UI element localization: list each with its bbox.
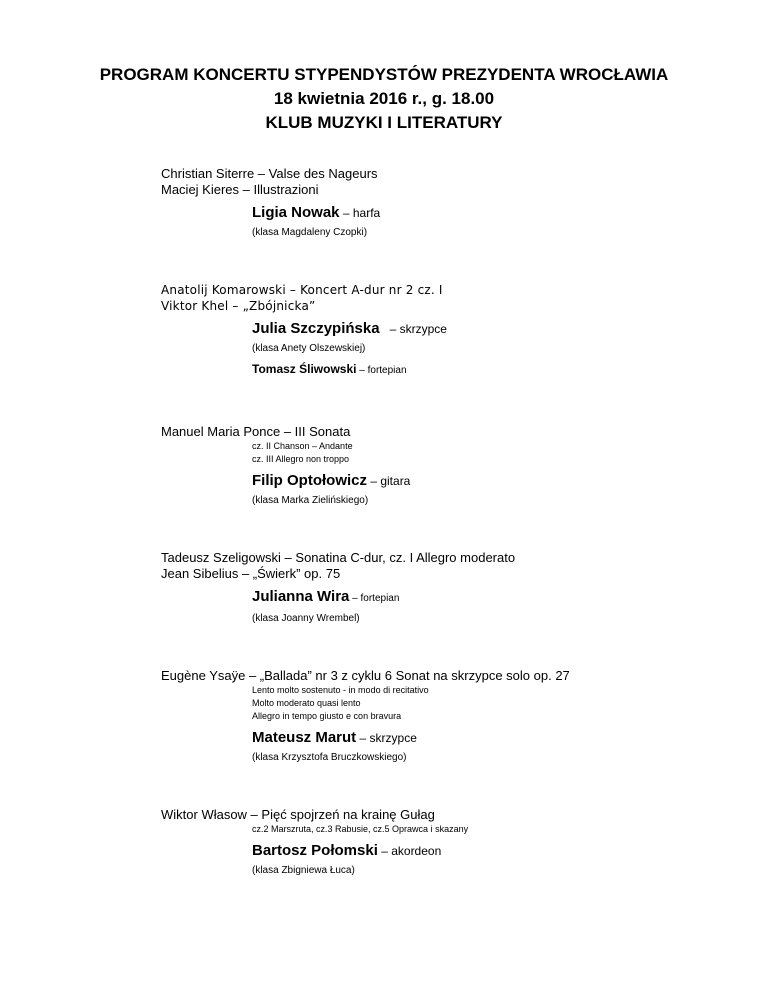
performer-name: Bartosz Połomski	[252, 842, 378, 859]
movement: Molto moderato quasi lento	[252, 698, 361, 708]
program-item	[161, 424, 721, 508]
performer-name: Ligia Nowak	[252, 204, 340, 221]
performer	[252, 202, 721, 224]
performer-name: Mateusz Marut	[252, 729, 357, 746]
program-item	[161, 550, 721, 626]
program-list	[161, 166, 721, 920]
performer-instrument: – fortepian	[349, 593, 400, 604]
work-title: Wiktor Własow – Pięć spojrzeń na krainę Gułag	[161, 807, 435, 822]
accompanist-instrument: – fortepian	[356, 365, 407, 376]
performer	[252, 470, 721, 492]
performer-instrument: – harfa	[339, 206, 381, 220]
performer-name: Julia Szczypińska	[252, 320, 380, 337]
movement: Lento molto sostenuto - in modo di recitativo	[252, 685, 429, 695]
movement: cz.2 Marszruta, cz.3 Rabusie, cz.5 Oprawca i skazany	[252, 824, 469, 834]
performer-name: Julianna Wira	[252, 588, 350, 605]
program-item	[161, 166, 721, 240]
performer	[252, 586, 721, 610]
teacher-class: (klasa Marka Zielińskiego)	[252, 495, 369, 506]
performer-instrument: – akordeon	[377, 844, 442, 858]
concert-date: 18 kwietnia 2016 r., g. 18.00	[273, 89, 495, 108]
work-title: Eugène Ysaÿe – „Ballada” nr 3 z cyklu 6 Sonat na skrzypce solo op. 27	[161, 668, 570, 683]
performer-instrument: – gitara	[367, 474, 411, 488]
performer	[252, 318, 721, 340]
performer-name: Filip Optołowicz	[252, 472, 367, 489]
program-item	[161, 282, 721, 382]
teacher-class: (klasa Magdaleny Czopki)	[252, 227, 368, 238]
work-title: Tadeusz Szeligowski – Sonatina C-dur, cz. I Allegro moderato	[161, 550, 516, 565]
work-title: Jean Sibelius – „Świerk” op. 75	[161, 566, 341, 581]
performer	[252, 840, 721, 862]
concert-header	[0, 63, 768, 135]
concert-title: PROGRAM KONCERTU STYPENDYSTÓW PREZYDENTA WROCŁAWIA	[99, 65, 669, 84]
accompanist	[252, 358, 721, 382]
teacher-class: (klasa Anety Olszewskiej)	[252, 343, 366, 354]
teacher-class: (klasa Zbigniewa Łuca)	[252, 865, 355, 876]
movement: cz. II Chanson – Andante	[252, 441, 353, 451]
teacher-class: (klasa Krzysztofa Bruczkowskiego)	[252, 752, 407, 763]
performer	[252, 727, 721, 749]
movement: Allegro in tempo giusto e con bravura	[252, 711, 402, 721]
accompanist-name: Tomasz Śliwowski	[252, 362, 357, 376]
performer-instrument: – skrzypce	[379, 322, 447, 336]
program-item	[161, 807, 721, 878]
teacher-class: (klasa Joanny Wrembel)	[252, 613, 360, 624]
program-item	[161, 668, 721, 765]
work-title: Manuel Maria Ponce – III Sonata	[161, 424, 351, 439]
movement: cz. III Allegro non troppo	[252, 454, 350, 464]
work-title: Maciej Kieres – Illustrazioni	[161, 182, 319, 197]
work-title: Viktor Khel – „Zbójnicka”	[161, 299, 316, 313]
performer-instrument: – skrzypce	[356, 731, 417, 745]
work-title: Anatolij Komarowski – Koncert A-dur nr 2 cz. I	[161, 283, 443, 297]
concert-venue: KLUB MUZYKI I LITERATURY	[265, 113, 503, 132]
work-title: Christian Siterre – Valse des Nageurs	[161, 166, 378, 181]
